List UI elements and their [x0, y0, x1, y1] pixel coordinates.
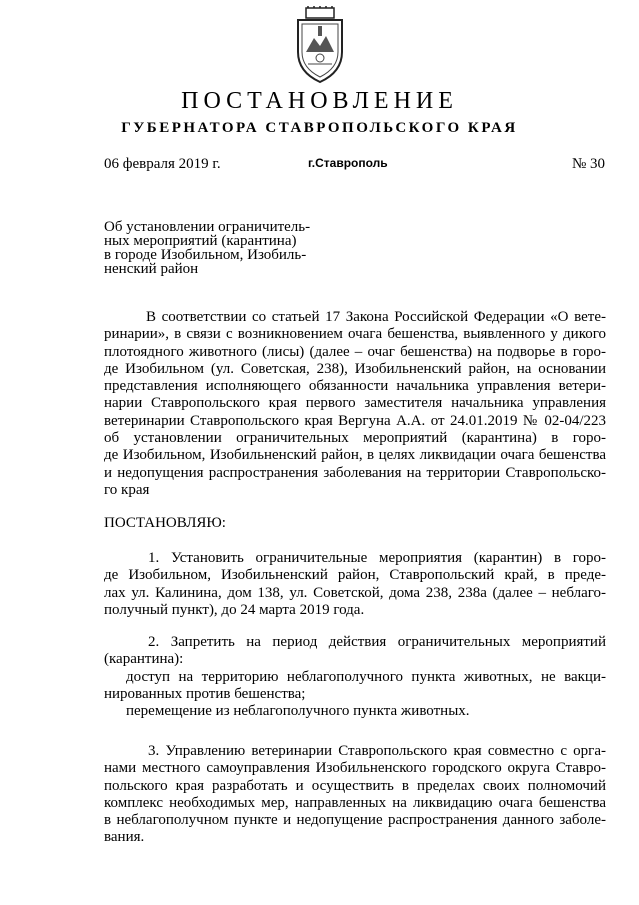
text-line: польского края разработать и осуществить в пределах своих полномочий: [104, 777, 606, 794]
resolves-heading: ПОСТАНОВЛЯЮ:: [104, 515, 226, 531]
document-city: г.Ставрополь: [308, 156, 388, 170]
preamble-paragraph: [104, 309, 606, 499]
item-2-paragraph: [104, 634, 606, 720]
text-line: 2. Запретить на период действия ограничительных мероприятий: [148, 634, 606, 650]
text-line: в неблагополучном пункте и недопущение распространения данного заболе-: [104, 812, 606, 829]
text-line: де Изобильном, Изобильненский район, в целях ликвидации очага бешенства: [104, 447, 606, 464]
coat-of-arms-emblem-icon: [288, 6, 352, 84]
text-line: вания.: [104, 829, 145, 846]
text-line: ветеринарии Ставропольского края Вергуна А.А. от 24.01.2019 № 02-04/223: [104, 412, 606, 429]
document-issuer: ГУБЕРНАТОРА СТАВРОПОЛЬСКОГО КРАЯ: [121, 120, 518, 136]
text-line: (карантина):: [104, 651, 184, 668]
text-line: и недопущения распространения заболевания на территории Ставропольско-: [104, 464, 606, 481]
text-line: ринарии», в связи с возникновением очага бешенства, выявленного у дикого: [104, 326, 606, 343]
text-line: комплекс необходимых мер, направленных на ликвидацию очага бешенства: [104, 794, 606, 811]
document-subject: [104, 220, 334, 276]
text-line: представления исполняющего обязанности начальника управления ветери-: [104, 378, 606, 395]
text-line: В соответствии со статьей 17 Закона Российской Федерации «О вете-: [146, 309, 606, 325]
text-line: нами местного самоуправления Изобильненского городского округа Ставро-: [104, 760, 606, 777]
text-line: 1. Установить ограничительные мероприятия (карантин) в горо-: [148, 550, 606, 566]
subject-line: ненский район: [104, 261, 199, 277]
document-number: № 30: [571, 156, 605, 172]
subject-line: в городе Изобильном, Изобиль-: [104, 247, 307, 263]
text-line: де Изобильном (ул. Советская, 238), Изобильненский район, на основании: [104, 360, 606, 377]
subject-line: Об установлении ограничитель-: [104, 219, 311, 235]
text-line: го края: [104, 481, 150, 498]
text-line: плотоядного животного (лисы) (далее – очаг бешенства) на подворье в горо-: [104, 343, 606, 360]
item-3-paragraph: [104, 743, 606, 847]
text-line: 3. Управлению ветеринарии Ставропольского края совместно с орга-: [148, 743, 606, 759]
text-line: лах ул. Калинина, дом 138, ул. Советской, дома 238, 238а (далее – неблаго-: [104, 584, 606, 601]
document-date: 06 февраля 2019 г.: [104, 156, 221, 172]
text-line: де Изобильном, Изобильненский район, Ставропольский край, в преде-: [104, 567, 606, 584]
subject-line: ных мероприятий (карантина): [104, 233, 297, 249]
text-line: получный пункт), до 24 марта 2019 года.: [104, 601, 365, 618]
document-title: ПОСТАНОВЛЕНИЕ: [181, 88, 458, 114]
text-line: об установлении ограничительных мероприятий (карантина) в горо-: [104, 430, 606, 447]
text-line: доступ на территорию неблагополучного пункта животных, не вакци-: [126, 668, 606, 685]
item-1-paragraph: [104, 550, 606, 619]
text-line: нарии Ставропольского края первого заместителя начальника управления: [104, 395, 606, 412]
text-line: нированных против бешенства;: [104, 685, 306, 702]
text-line: перемещение из неблагополучного пункта животных.: [126, 703, 470, 720]
